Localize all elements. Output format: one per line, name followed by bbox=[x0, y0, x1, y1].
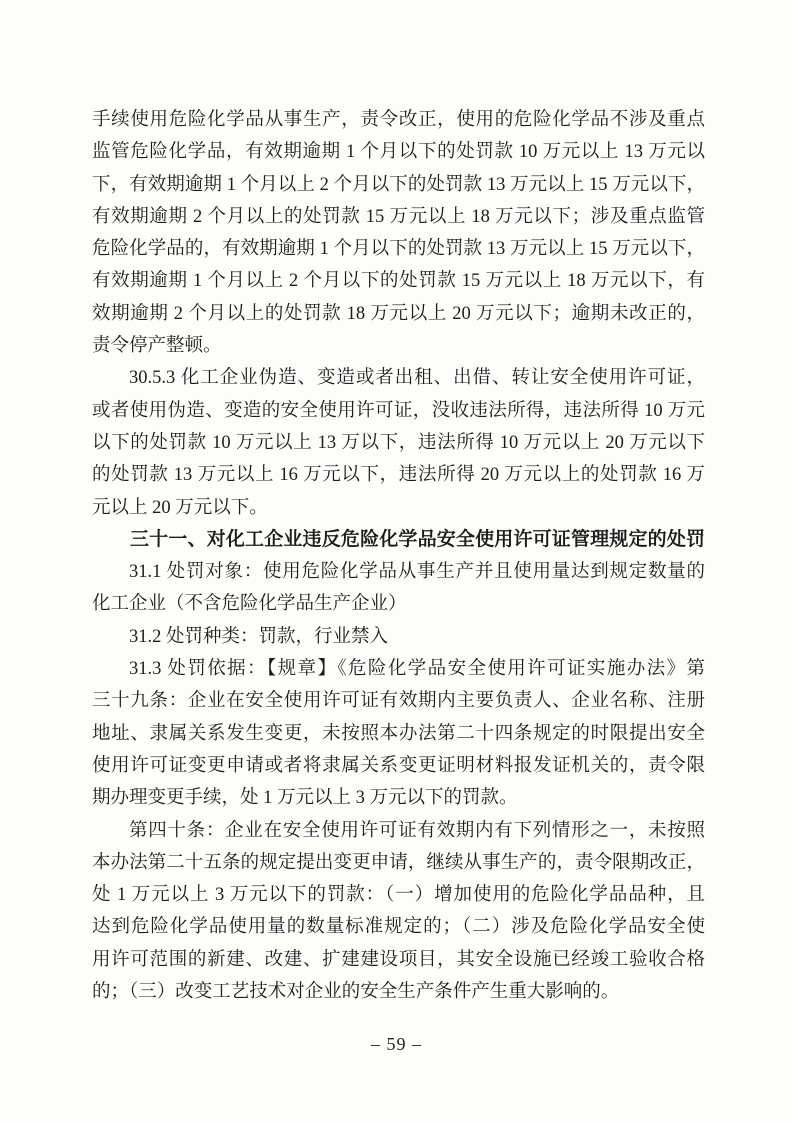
text-line: 31.2 处罚种类：罚款，行业禁入 bbox=[129, 626, 389, 647]
text-line: 达到危险化学品使用量的数量标准规定的；（二）涉及危险化学品安全使 bbox=[92, 917, 705, 938]
page-number: – 59 – bbox=[371, 1034, 422, 1054]
text-line: 三十九条：企业在安全使用许可证有效期内主要负责人、企业名称、注册 bbox=[92, 691, 705, 712]
text-line: 的处罚款 13 万元以上 16 万元以下，违法所得 20 万元以上的处罚款 16 万 bbox=[92, 465, 705, 486]
text-line: 责令停产整顿。 bbox=[92, 336, 222, 357]
text-line: 处 1 万元以上 3 万元以下的罚款：（一）增加使用的危险化学品品种，且 bbox=[92, 885, 705, 906]
text-line: 监管危险化学品，有效期逾期 1 个月以下的处罚款 10 万元以上 13 万元以 bbox=[92, 142, 705, 163]
text-line: 用许可范围的新建、改建、扩建建设项目，其安全设施已经竣工验收合格 bbox=[92, 949, 705, 970]
text-line: 第四十条：企业在安全使用许可证有效期内有下列情形之一，未按照 bbox=[129, 820, 705, 841]
text-line: 的；（三）改变工艺技术对企业的安全生产条件产生重大影响的。 bbox=[92, 982, 620, 1003]
section-heading: 三十一、对化工企业违反危险化学品安全使用许可证管理规定的处罚 bbox=[130, 528, 705, 550]
text-line: 下，有效期逾期 1 个月以上 2 个月以下的处罚款 13 万元以上 15 万元以下， bbox=[92, 174, 705, 195]
text-line: 有效期逾期 1 个月以上 2 个月以下的处罚款 15 万元以上 18 万元以下，有 bbox=[92, 271, 705, 292]
text-line: 手续使用危险化学品从事生产，责令改正，使用的危险化学品不涉及重点 bbox=[92, 110, 705, 130]
text-line: 化工企业（不含危险化学品生产企业） bbox=[92, 594, 407, 615]
text-line: 以下的处罚款 10 万元以上 13 万以下，违法所得 10 万元以上 20 万元以下 bbox=[92, 432, 705, 453]
text-line: 或者使用伪造、变造的安全使用许可证，没收违法所得，违法所得 10 万元 bbox=[92, 400, 705, 421]
text-line: 31.3 处罚依据：【规章】《危险化学品安全使用许可证实施办法》第 bbox=[129, 659, 705, 680]
text-line: 地址、隶属关系发生变更，未按照本办法第二十四条规定的时限提出安全 bbox=[92, 723, 705, 744]
text-line: 效期逾期 2 个月以上的处罚款 18 万元以上 20 万元以下；逾期未改正的， bbox=[92, 303, 705, 324]
text-line: 30.5.3 化工企业伪造、变造或者出租、出借、转让安全使用许可证， bbox=[129, 368, 705, 389]
text-line: 本办法第二十五条的规定提出变更申请，继续从事生产的，责令限期改正， bbox=[92, 852, 705, 873]
text-line: 危险化学品的，有效期逾期 1 个月以下的处罚款 13 万元以上 15 万元以下， bbox=[92, 239, 705, 260]
text-line: 元以上 20 万元以下。 bbox=[92, 497, 268, 518]
text-line: 31.1 处罚对象：使用危险化学品从事生产并且使用量达到规定数量的 bbox=[129, 562, 705, 583]
text-line: 期办理变更手续，处 1 万元以上 3 万元以下的罚款。 bbox=[92, 788, 518, 809]
text-line: 有效期逾期 2 个月以上的处罚款 15 万元以上 18 万元以下；涉及重点监管 bbox=[92, 206, 705, 227]
document-lines bbox=[92, 104, 705, 1008]
text-line: 使用许可证变更申请或者将隶属关系变更证明材料报发证机关的，责令限 bbox=[92, 755, 705, 776]
